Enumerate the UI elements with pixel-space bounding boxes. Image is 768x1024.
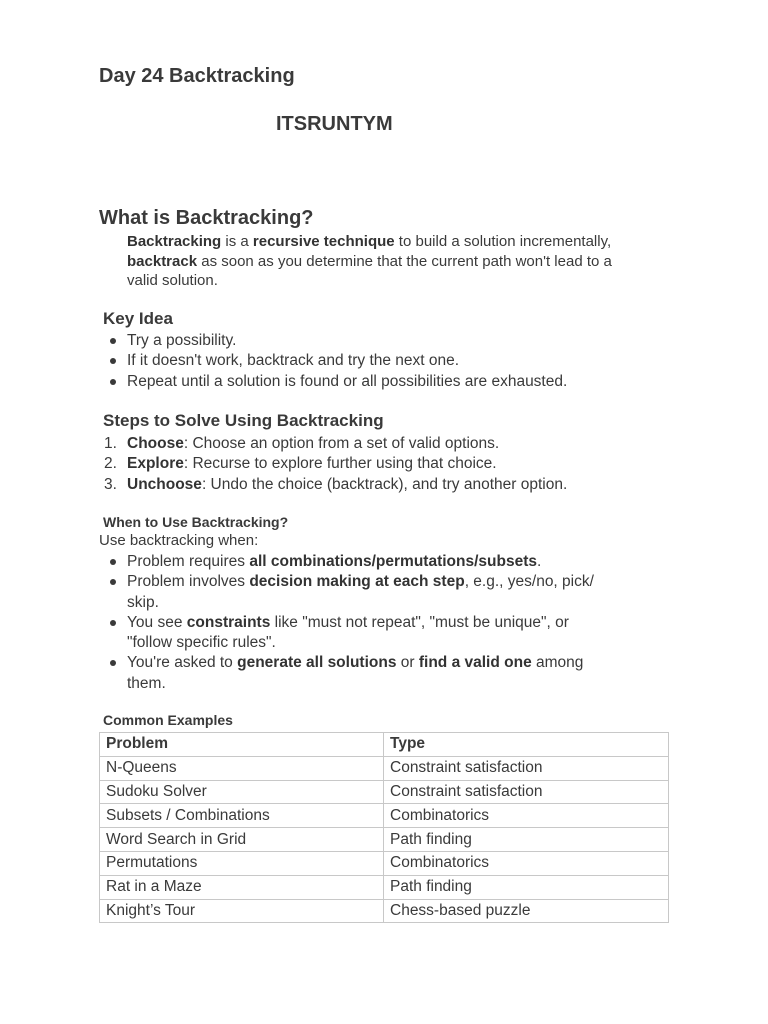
table-cell: Subsets / Combinations <box>100 804 384 828</box>
table-cell: Word Search in Grid <box>100 828 384 852</box>
text: You see <box>127 613 187 631</box>
text: is a <box>221 233 253 250</box>
table-row <box>100 828 669 852</box>
bold-term: decision making at each step <box>249 573 465 591</box>
examples-table <box>99 732 669 923</box>
text: skip. <box>127 593 159 611</box>
table-row <box>100 851 669 875</box>
what-line-2 <box>127 252 687 272</box>
list-item: If it doesn't work, backtrack and try the next one. <box>108 351 688 371</box>
table-cell: Combinatorics <box>384 851 669 875</box>
text: them. <box>127 674 166 692</box>
list-item <box>108 613 688 654</box>
page-title: Day 24 Backtracking <box>99 65 295 87</box>
text: or <box>396 654 419 672</box>
text: like "must not repeat", "must be unique", or <box>270 613 569 631</box>
key-idea-heading: Key Idea <box>103 309 173 328</box>
bold-term: find a valid one <box>418 654 532 672</box>
steps-heading: Steps to Solve Using Backtracking <box>103 411 384 430</box>
table-cell: Combinatorics <box>384 804 669 828</box>
bold-term: Backtracking <box>127 233 222 250</box>
text: : Undo the choice (backtrack), and try another option. <box>201 475 568 493</box>
text: Problem involves <box>127 573 250 591</box>
column-header-type: Type <box>384 733 669 757</box>
table-cell: Path finding <box>384 875 669 899</box>
table-header-row <box>100 733 669 757</box>
text: Problem requires <box>127 553 250 570</box>
text: . <box>537 553 542 570</box>
step-number: 1. <box>104 435 117 452</box>
text: "follow specific rules". <box>127 634 276 652</box>
table-cell: Chess-based puzzle <box>384 899 669 923</box>
text: : Recurse to explore further using that choice. <box>183 455 497 473</box>
list-item <box>108 572 688 613</box>
table-row <box>100 756 669 780</box>
text: as soon as you determine that the current path won't lead to a <box>197 252 612 270</box>
when-heading: When to Use Backtracking? <box>103 514 289 530</box>
list-item <box>104 434 688 454</box>
list-item <box>108 653 688 694</box>
bold-term: backtrack <box>127 252 198 270</box>
step-number: 2. <box>104 455 117 473</box>
table-row <box>100 780 669 804</box>
text: among <box>531 654 584 672</box>
what-line-3: valid solution. <box>127 272 218 289</box>
list-item <box>108 552 688 572</box>
steps-list <box>104 434 688 495</box>
what-paragraph <box>127 232 687 291</box>
table-cell: Permutations <box>100 851 384 875</box>
what-line-1 <box>127 232 687 252</box>
step-number: 3. <box>104 475 117 493</box>
table-cell: Path finding <box>384 828 669 852</box>
list-item: Try a possibility. <box>108 331 688 351</box>
when-list <box>108 552 688 694</box>
table-cell: Constraint satisfaction <box>384 780 669 804</box>
column-header-problem: Problem <box>100 733 384 757</box>
table-row <box>100 875 669 899</box>
table-cell: Rat in a Maze <box>100 875 384 899</box>
text: to build a solution incrementally, <box>394 233 612 250</box>
bold-term: Choose <box>127 435 184 452</box>
table-row <box>100 899 669 923</box>
text: You're asked to <box>127 654 238 672</box>
what-heading: What is Backtracking? <box>99 207 314 229</box>
examples-heading: Common Examples <box>103 712 233 728</box>
bold-term: Unchoose <box>127 475 202 493</box>
key-idea-list <box>108 331 688 392</box>
text: : Choose an option from a set of valid options. <box>183 435 500 452</box>
when-intro: Use backtracking when: <box>99 532 259 549</box>
list-item: Repeat until a solution is found or all possibilities are exhausted. <box>108 372 688 392</box>
list-item <box>104 475 688 495</box>
list-item <box>104 454 688 474</box>
table-cell: Sudoku Solver <box>100 780 384 804</box>
bold-term: recursive technique <box>252 233 395 250</box>
table-cell: N-Queens <box>100 756 384 780</box>
table-cell: Constraint satisfaction <box>384 756 669 780</box>
bold-term: constraints <box>186 613 271 631</box>
table-row <box>100 804 669 828</box>
author-name: ITSRUNTYM <box>276 113 393 135</box>
bold-term: all combinations/permutations/subsets <box>249 553 537 570</box>
text: , e.g., yes/no, pick/ <box>464 573 594 591</box>
bold-term: generate all solutions <box>237 654 397 672</box>
table-cell: Knight’s Tour <box>100 899 384 923</box>
bold-term: Explore <box>127 455 184 473</box>
